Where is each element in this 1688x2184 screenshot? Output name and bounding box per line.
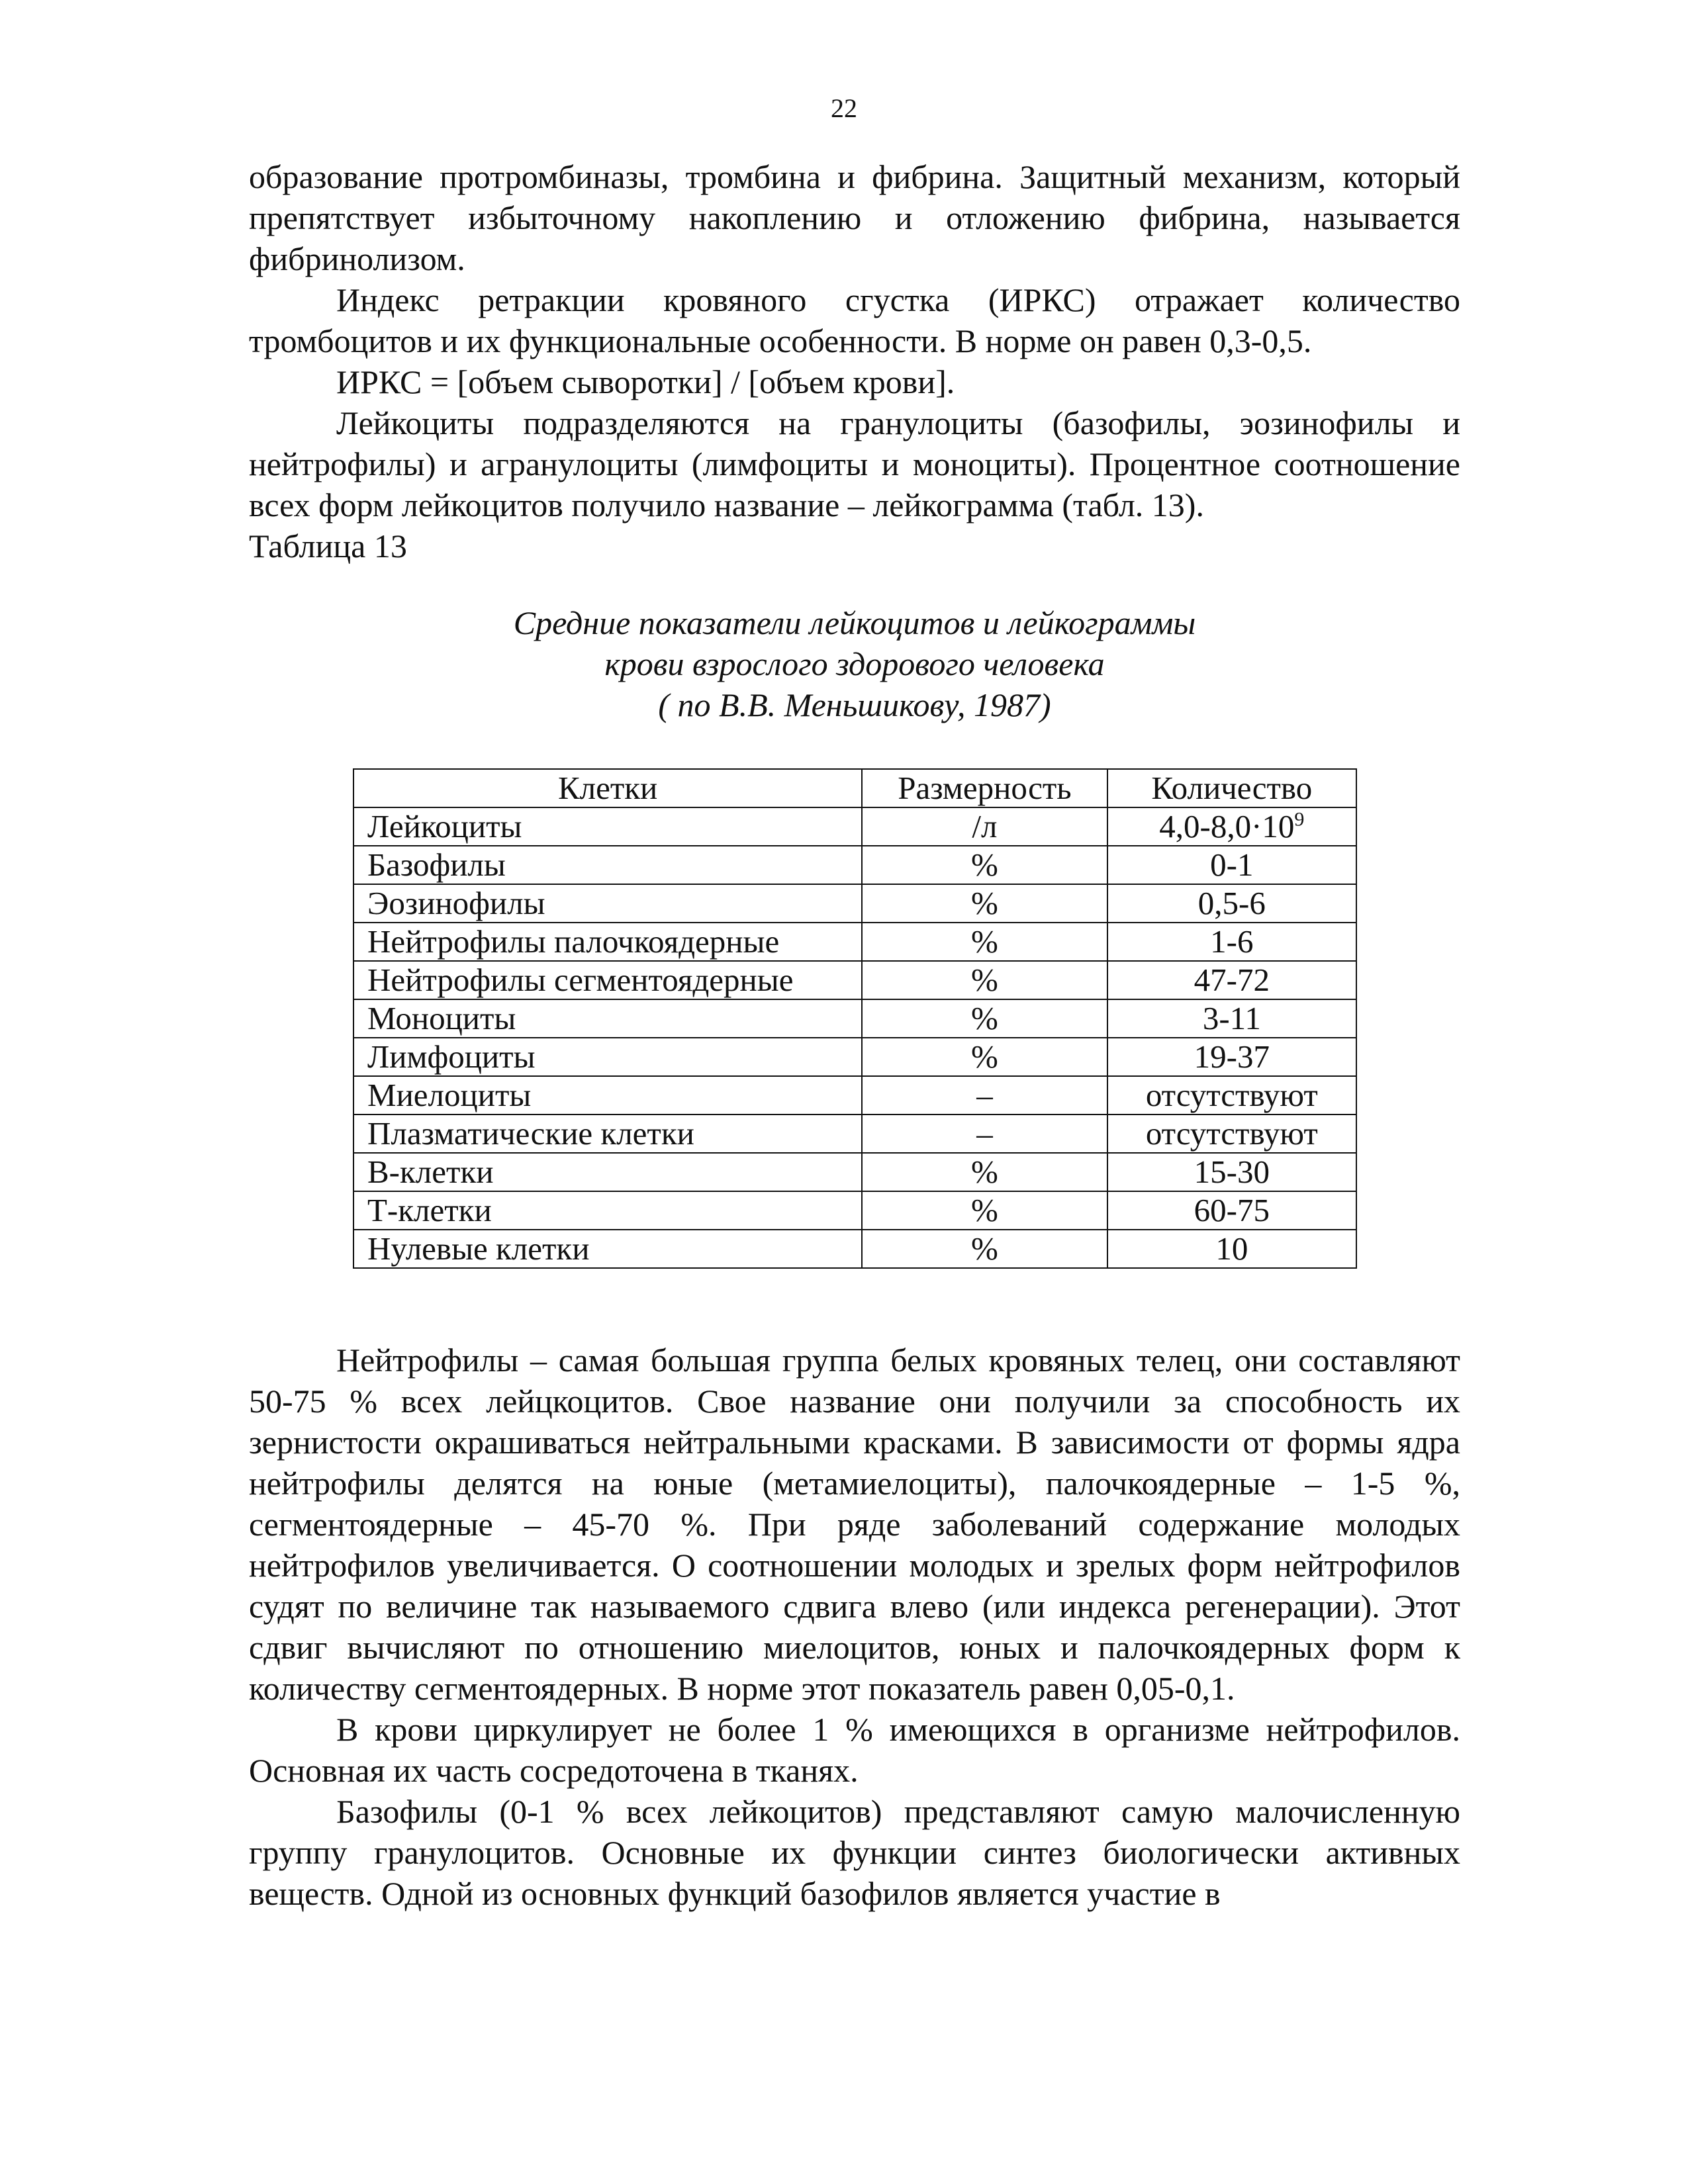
cell-quantity: 15-30 bbox=[1107, 1153, 1356, 1191]
cell-dimension: – bbox=[862, 1115, 1107, 1153]
table-row bbox=[353, 923, 1356, 961]
cell-dimension: % bbox=[862, 846, 1107, 884]
paragraph-irks: Индекс ретракции кровяного сгустка (ИРКС) отражает количество тромбоцитов и их функциональные особенности. В норме он равен 0,3-0,5. bbox=[249, 281, 1460, 359]
cell-name: Лейкоциты bbox=[353, 807, 862, 846]
table-row bbox=[353, 1115, 1356, 1153]
cell-name: Лимфоциты bbox=[353, 1038, 862, 1076]
cell-dimension: % bbox=[862, 999, 1107, 1038]
table-row bbox=[353, 807, 1356, 846]
header-dimension: Размерность bbox=[862, 769, 1107, 807]
table-row bbox=[353, 1230, 1356, 1268]
cell-dimension: % bbox=[862, 961, 1107, 999]
page-number: 22 bbox=[831, 93, 857, 123]
header-cells: Клетки bbox=[353, 769, 862, 807]
cell-name: Плазматические клетки bbox=[353, 1115, 862, 1153]
cell-dimension: % bbox=[862, 923, 1107, 961]
cell-quantity: отсутствуют bbox=[1107, 1115, 1356, 1153]
cell-dimension: % bbox=[862, 1153, 1107, 1191]
text-block-top bbox=[249, 156, 1460, 567]
table-label: Таблица 13 bbox=[249, 527, 407, 565]
table-row bbox=[353, 1076, 1356, 1115]
table-caption bbox=[249, 602, 1460, 725]
cell-dimension: % bbox=[862, 1230, 1107, 1268]
cell-dimension: – bbox=[862, 1076, 1107, 1115]
cell-quantity: 0-1 bbox=[1107, 846, 1356, 884]
cell-quantity-exponent: 9 bbox=[1294, 808, 1305, 831]
cell-quantity bbox=[1107, 807, 1356, 846]
cell-name: Нейтрофилы сегментоядерные bbox=[353, 961, 862, 999]
table-caption-line-1: Средние показатели лейкоцитов и лейкограммы bbox=[513, 604, 1196, 641]
paragraph-irks-formula: ИРКС = [объем сыворотки] / [объем крови]. bbox=[336, 363, 955, 400]
cell-name: Базофилы bbox=[353, 846, 862, 884]
cell-dimension: /л bbox=[862, 807, 1107, 846]
table-caption-line-2: крови взрослого здорового человека bbox=[604, 645, 1105, 682]
paragraph-basophils: Базофилы (0-1 % всех лейкоцитов) представляют самую малочисленную группу гранулоцитов. Основные их функции синтез биологически активных веществ. Одной из основных функций базофилов является участие в bbox=[249, 1793, 1460, 1912]
paragraph-fibrinolysis: образование протромбиназы, тромбина и фибрина. Защитный механизм, который препятствует избыточному накоплению и отложению фибрина, называется фибринолизом. bbox=[249, 158, 1460, 277]
table-row bbox=[353, 961, 1356, 999]
table-row bbox=[353, 999, 1356, 1038]
cell-quantity: 10 bbox=[1107, 1230, 1356, 1268]
paragraph-neutrophils: Нейтрофилы – самая большая группа белых кровяных телец, они составляют 50-75 % всех лейцкоцитов. Свое название они получили за способность их зернистости окрашиваться нейтральными красками. В зависимости от формы ядра нейтрофилы делятся на юные (метамиелоциты), палочкоядерные – 1-5 %, сегментоядерные – 45-70 %. При ряде заболеваний содержание молодых нейтрофилов увеличивается. О соотношении молодых и зрелых форм нейтрофилов судят по величине так называемого сдвига влево (или индекса регенерации). Этот сдвиг вычисляют по отношению миелоцитов, юных и палочкоядерных форм к количеству сегментоядерных. В норме этот показатель равен 0,05-0,1. bbox=[249, 1342, 1460, 1707]
table-row bbox=[353, 884, 1356, 923]
cell-name: Миелоциты bbox=[353, 1076, 862, 1115]
cell-name: Нейтрофилы палочкоядерные bbox=[353, 923, 862, 961]
table-header-row bbox=[353, 769, 1356, 807]
cell-name: Нулевые клетки bbox=[353, 1230, 862, 1268]
header-quantity: Количество bbox=[1107, 769, 1356, 807]
cell-quantity: отсутствуют bbox=[1107, 1076, 1356, 1115]
leukogram-table bbox=[353, 768, 1357, 1269]
table-row bbox=[353, 1153, 1356, 1191]
cell-quantity: 3-11 bbox=[1107, 999, 1356, 1038]
cell-quantity: 47-72 bbox=[1107, 961, 1356, 999]
cell-quantity: 60-75 bbox=[1107, 1191, 1356, 1230]
cell-quantity: 1-6 bbox=[1107, 923, 1356, 961]
table-row bbox=[353, 1191, 1356, 1230]
cell-dimension: % bbox=[862, 884, 1107, 923]
paragraph-circulation: В крови циркулирует не более 1 % имеющихся в организме нейтрофилов. Основная их часть сосредоточена в тканях. bbox=[249, 1711, 1460, 1789]
text-block-bottom bbox=[249, 1340, 1460, 1914]
table-row bbox=[353, 1038, 1356, 1076]
paragraph-leukocytes: Лейкоциты подразделяются на гранулоциты (базофилы, эозинофилы и нейтрофилы) и агранулоциты (лимфоциты и моноциты). Процентное соотношение всех форм лейкоцитов получило название – лейкограмма (табл. 13). bbox=[249, 404, 1460, 523]
cell-name: Т-клетки bbox=[353, 1191, 862, 1230]
cell-name: Моноциты bbox=[353, 999, 862, 1038]
cell-quantity: 0,5-6 bbox=[1107, 884, 1356, 923]
cell-name: Эозинофилы bbox=[353, 884, 862, 923]
table-caption-line-3: ( по В.В. Меньшикову, 1987) bbox=[658, 686, 1051, 723]
table-row bbox=[353, 846, 1356, 884]
cell-quantity: 19-37 bbox=[1107, 1038, 1356, 1076]
cell-dimension: % bbox=[862, 1191, 1107, 1230]
cell-dimension: % bbox=[862, 1038, 1107, 1076]
cell-quantity-base: 4,0-8,0·10 bbox=[1159, 808, 1295, 844]
cell-name: В-клетки bbox=[353, 1153, 862, 1191]
